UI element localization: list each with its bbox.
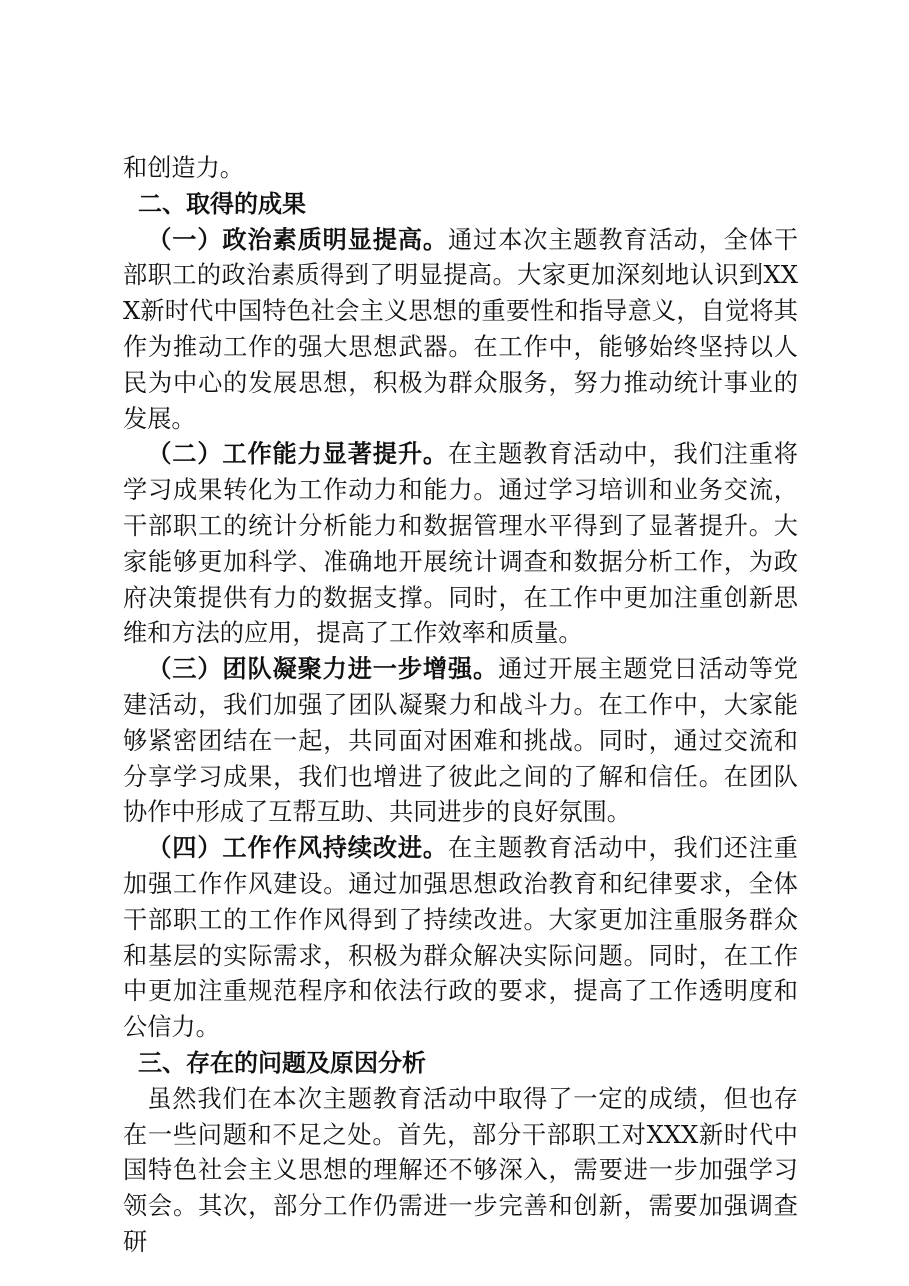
achievement-lead-1: （一）政治素质明显提高。 [147,225,448,254]
achievement-paragraph-1 [123,223,798,438]
section-heading-achievements: 二、取得的成果 [138,189,306,218]
achievement-body-4: 在主题教育活动中，我们还注重加强工作作风建设。通过加强思想政治教育和纪律要求，全体干部职工的工作作风得到了持续改进。大家更加注重服务群众和基层的实际需求，积极为群众解决实际问题。同时，在工作中更加注重规范程序和依法行政的要求，提高了工作透明度和公信力。 [123,834,798,1042]
achievement-paragraph-2 [123,437,798,652]
achievement-body-1: 通过本次主题教育活动，全体干部职工的政治素质得到了明显提高。大家更加深刻地认识到XXX新时代中国特色社会主义思想的重要性和指导意义，自觉将其作为推动工作的强大思想武器。在工作中，能够始终坚持以人民为中心的发展思想，积极为群众服务，努力推动统计事业的发展。 [123,225,798,433]
achievement-body-3: 通过开展主题党日活动等党建活动，我们加强了团队凝聚力和战斗力。在工作中，大家能够紧密团结在一起，共同面对困难和挑战。同时，通过交流和分享学习成果，我们也增进了彼此之间的了解和信任。在团队协作中形成了互帮互助、共同进步的良好氛围。 [123,655,798,827]
achievement-lead-4: （四）工作作风持续改进。 [147,834,448,863]
problems-paragraph: 虽然我们在本次主题教育活动中取得了一定的成绩，但也存在一些问题和不足之处。首先，部分干部职工对XXX新时代中国特色社会主义思想的理解还不够深入，需要进一步加强学习领会。其次，部分工作仍需进一步完善和创新，需要加强调查研 [123,1084,798,1256]
achievement-paragraph-4 [123,831,798,1046]
achievement-lead-3: （三）团队凝聚力进一步增强。 [147,655,499,684]
achievement-lead-2: （二）工作能力显著提升。 [147,440,448,469]
section-heading-problems: 三、存在的问题及原因分析 [138,1048,426,1077]
achievement-body-2: 在主题教育活动中，我们注重将学习成果转化为工作动力和能力。通过学习培训和业务交流，干部职工的统计分析能力和数据管理水平得到了显著提升。大家能够更加科学、准确地开展统计调查和数据分析工作，为政府决策提供有力的数据支撑。同时，在工作中更加注重创新思维和方法的应用，提高了工作效率和质量。 [123,440,798,648]
continuation-paragraph: 和创造力。 [123,154,244,182]
document-body [123,151,798,1261]
achievement-paragraph-3 [123,652,798,831]
